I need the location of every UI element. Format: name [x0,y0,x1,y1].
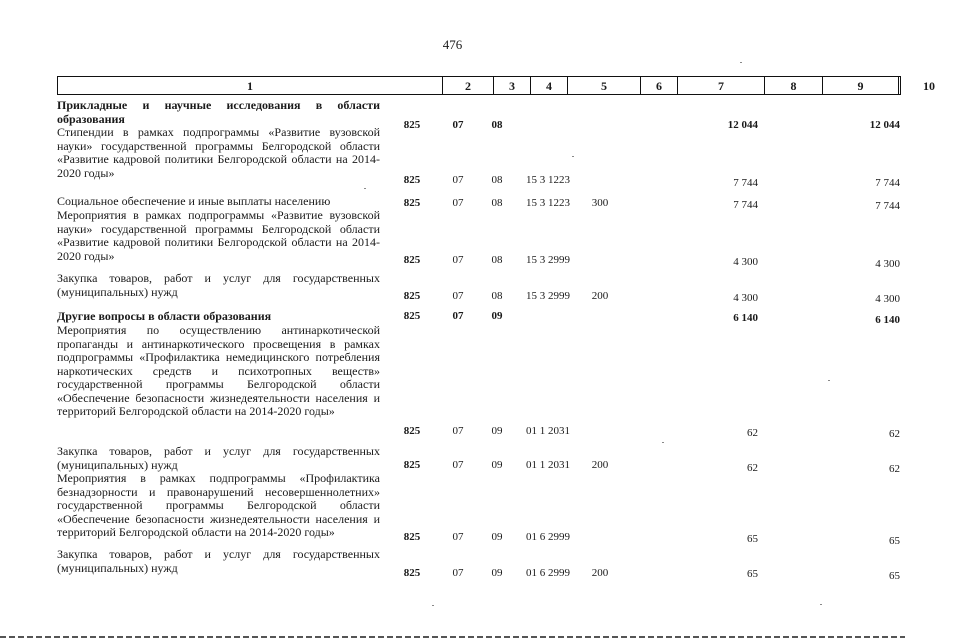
cell-section: 07 [452,531,464,543]
cell-target-code: 01 1 2031 [526,459,570,471]
header-col-6: 6 [656,79,662,93]
cell-total: 7 744 [875,200,900,212]
cell-total: 65 [889,570,900,582]
section-heading: Другие вопросы в области образования [57,309,272,323]
cell-subsection: 08 [491,197,503,209]
row-description: Закупка товаров, работ и услуг для государственных (муниципальных) нужд [57,271,380,299]
cell-expense-type: 300 [591,197,609,209]
table-header [57,76,935,95]
cell-section: 07 [452,290,464,302]
row-description: Закупка товаров, работ и услуг для государственных (муниципальных) нужд [57,547,380,575]
cell-subsection: 09 [491,567,503,579]
row-description: Стипендии в рамках подпрограммы «Развитие вузовской науки» государственной программы Белгородской области «Развитие кадровой политики Белгородской области на 2014-2020 годы» [57,125,380,180]
cell-amount: 65 [747,533,758,545]
cell-ministry: 825 [403,531,421,543]
cell-amount: 4 300 [733,292,758,304]
header-col-4: 4 [546,79,552,93]
scan-speck [662,442,664,443]
cell-target-code: 01 6 2999 [526,567,570,579]
cell-expense-type: 200 [591,567,609,579]
cell-subsection: 09 [491,425,503,437]
header-col-10: 10 [923,79,935,93]
cell-expense-type: 200 [591,459,609,471]
header-col-2: 2 [465,79,471,93]
cell-ministry: 825 [403,174,421,186]
header-col-8: 8 [790,79,797,93]
row-description: Мероприятия в рамках подпрограммы «Развитие вузовской науки» государственной программы Белгородской области «Развитие кадровой политики Белгородской области на 2014-2020 годы» [57,208,380,263]
cell-amount: 62 [747,462,758,474]
cell-ministry: 825 [403,425,421,437]
cell-section: 07 [452,567,464,579]
cell-total: 12 044 [869,119,900,131]
row-description: Мероприятия в рамках подпрограммы «Профилактика безнадзорности и правонарушений несовершеннолетних» государственной программы Белгородской области «Обеспечение безопасности жизнедеятельности населения и территорий Белгородской области на 2014-2020 годы» [57,471,380,539]
cell-total: 6 140 [875,314,900,326]
cell-subsection: 09 [491,531,503,543]
cell-amount: 7 744 [733,177,758,189]
cell-target-code: 15 3 1223 [526,197,570,209]
header-col-3: 3 [509,79,515,93]
cell-target-code: 01 6 2999 [526,531,570,543]
cell-expense-type: 200 [591,290,609,302]
cell-subsection: 08 [491,174,503,186]
header-col-5: 5 [601,79,607,93]
cell-section: 07 [452,174,464,186]
scan-speck [432,605,434,606]
cell-amount: 4 300 [733,256,758,268]
row-description: Мероприятия по осуществлению антинаркотической пропаганды и антинаркотического просвещения в рамках подпрограммы «Профилактика немедицинского потребления наркотических средств и психотропных веществ» государственной программы Белгородской области «Обеспечение безопасности жизнедеятельности населения и территорий Белгородской области на 2014-2020 годы» [57,323,380,418]
cell-ministry: 825 [403,290,421,302]
section-heading: Прикладные и научные исследования в области образования [57,98,380,126]
cell-ministry: 825 [403,119,421,131]
cell-subsection: 09 [491,459,503,471]
cell-amount: 12 044 [727,119,758,131]
cell-subsection: 08 [491,119,503,131]
header-col-9: 9 [857,79,864,93]
cell-amount: 7 744 [733,199,758,211]
cell-amount: 62 [747,427,758,439]
row-description: Социальное обеспечение и иные выплаты населению [57,194,331,208]
cell-subsection: 08 [491,290,503,302]
cell-section: 07 [452,197,464,209]
cell-section: 07 [452,254,464,266]
cell-target-code: 15 3 2999 [526,290,570,302]
cell-total: 62 [889,428,900,440]
cell-total: 4 300 [875,293,900,305]
cell-total: 62 [889,463,900,475]
cell-total: 7 744 [875,177,900,189]
cell-ministry: 825 [403,459,421,471]
cell-subsection: 09 [491,310,503,322]
scan-speck [828,380,830,381]
scan-speck [572,156,574,157]
header-col-1: 1 [247,79,253,93]
cell-amount: 65 [747,568,758,580]
cell-subsection: 08 [491,254,503,266]
cell-amount: 6 140 [733,312,758,324]
scan-speck [740,62,742,63]
cell-total: 4 300 [875,258,900,270]
cell-section: 07 [452,425,464,437]
cell-section: 07 [452,119,464,131]
page-number: 476 [442,37,463,52]
cell-total: 65 [889,535,900,547]
scan-speck [364,188,366,189]
scan-edge-line [0,636,905,638]
cell-ministry: 825 [403,310,421,322]
scan-speck [820,604,822,605]
header-col-7: 7 [718,79,724,93]
cell-section: 07 [452,459,464,471]
cell-ministry: 825 [403,254,421,266]
cell-ministry: 825 [403,197,421,209]
cell-target-code: 15 3 1223 [526,174,570,186]
row-description: Закупка товаров, работ и услуг для государственных (муниципальных) нужд [57,444,380,472]
cell-ministry: 825 [403,567,421,579]
cell-section: 07 [452,310,464,322]
cell-target-code: 01 1 2031 [526,425,570,437]
cell-target-code: 15 3 2999 [526,254,570,266]
